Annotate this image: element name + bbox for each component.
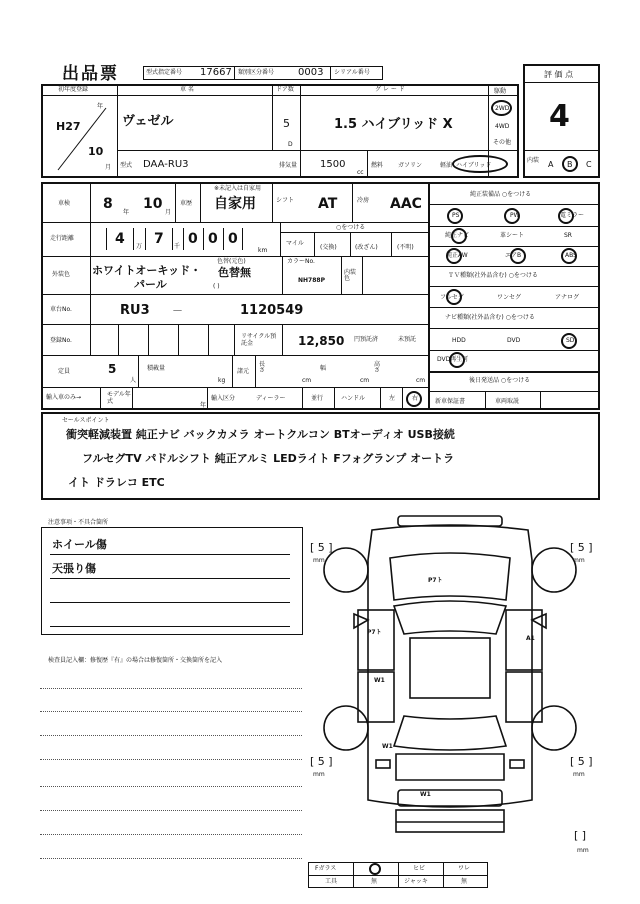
jack-value: 無 [461,878,468,885]
interior-grade-a: A [548,160,554,169]
exterior-label: 外装色 [52,271,71,278]
option-aw: 純正AW [446,252,468,259]
mileage-km: km [258,247,268,254]
mark-rear-bumper: W1 [420,791,431,798]
history-label: 車歴 [180,200,193,207]
ac-label: 冷房 [357,197,370,204]
color-paren: ( ) [213,283,220,290]
inspector-label: 検査員記入欄：修復歴『有』の場合は修復箇所・交換箇所を記入 [48,657,223,664]
drive-4wd: 4WD [495,123,510,130]
aftermarket-warranty: 新車保証書 [435,398,466,405]
tv-analog: アナログ [555,294,580,301]
interior-grade-c: C [586,160,592,169]
tools-value: 無 [371,878,378,885]
load-label: 積載量 [147,365,166,372]
tire-spare: [ ] [574,829,587,842]
color-change-value: 色替無 [218,266,251,279]
drive-2wd: 2WD [495,105,510,112]
tire-fr-mm: mm [573,557,585,564]
tv-oneseg: ワンセグ [497,294,522,301]
tools-label: 工具 [325,878,338,885]
dims-label: 諸元 [237,368,250,375]
fuel-label: 燃料 [371,162,384,169]
option-mirror: 電ミラー [560,212,585,219]
option-ps: PS [452,212,460,219]
first-reg-nen: 年 [97,103,104,110]
chassis-prefix: RU3 [120,303,150,318]
recycle-status-none: 未預託 [398,336,417,343]
tire-rr-mm: mm [573,771,585,778]
genuine-header: 純正装備品 ○をつける [470,191,532,198]
shift-value: AT [318,196,338,212]
sales-line-3: イト ドラレコ ETC [68,476,165,489]
load-kg: kg [218,377,226,384]
width-cm: cm [360,377,370,384]
history-note: ※未記入は自家用 [214,185,262,192]
mileage-digit-2: 7 [154,231,164,247]
tv-fullseg: フルセグ [440,294,464,301]
color-no-value: NH788P [298,277,325,284]
glass-label: Fガラス [315,865,337,872]
mile-label: マイル [286,240,304,247]
doors-sub: D [288,141,293,148]
aftermarket-header: 後日発送品 ○をつける [469,377,531,384]
navi-dvd: DVD [507,337,521,344]
navi-hdd: HDD [452,337,466,344]
shift-label: シフト [276,197,295,204]
option-pw: PW [510,212,520,219]
drive-label: 駆動 [494,88,507,95]
maru-label: ○をつける [336,224,366,231]
color-change-label: 色替(元色) [217,258,246,265]
import-nen: 年 [200,402,207,409]
ac-value: AAC [390,196,422,212]
drive-other: その他 [493,139,512,146]
first-reg-label: 初年度登録 [58,86,89,93]
inspection-tsuki: 月 [165,209,172,216]
exterior-value-1: ホワイトオーキッド・ [92,264,202,277]
recycle-value: 12,850 [298,334,345,348]
import-dealer: ディーラー [256,395,286,402]
recycle-status-deposited: 円預託済 [354,336,379,343]
capacity-label: 定員 [58,368,71,375]
mileage-sen: 千 [174,243,181,250]
length-label: 長さ [259,361,266,374]
model-value: DAA-RU3 [143,159,189,170]
displacement-value: 1500 [320,159,346,170]
katashiki-label: 型式指定番号 [146,69,183,76]
sales-line-2: フルセグTV パドルシフト 純正アルミ LEDライト Fフォグランプ オートラ [82,452,455,465]
first-reg-month: 10 [88,145,104,158]
doors-value: 5 [283,117,290,130]
option-sr: SR [564,232,572,239]
jack-label: ジャッキ [404,878,428,885]
reg-label: 登録No. [50,337,72,344]
ruibetsu-value: 0003 [298,67,324,78]
glass-crack-label: ヒビ [413,865,426,872]
tire-fl: [ 5 ] [310,541,333,554]
capacity-nin: 人 [130,377,137,384]
meter-swap: (交換) [320,244,337,251]
mark-left-rear-fender: W1 [382,743,393,750]
first-reg-tsuki: 月 [105,164,112,171]
meter-tamper: (改ざん) [355,244,378,251]
first-reg-era: H27 [56,120,81,133]
height-cm: cm [416,377,426,384]
katashiki-value: 17667 [200,67,232,78]
mileage-digit-3: 0 [188,231,198,247]
glass-circle [369,863,381,875]
sales-line-1: 衝突軽減装置 純正ナビ バックカメラ オートクルコン BTオーディオ USB接続 [66,428,455,441]
model-year-label: モデル年式 [107,391,131,405]
width-label: 幅 [320,365,327,372]
tire-rr: [ 5 ] [570,755,593,768]
option-leather: 革シート [500,232,525,239]
mileage-digit-4: 0 [208,231,218,247]
inspection-label: 車検 [58,200,71,207]
mark-hood: P7ト [428,577,443,584]
model-label: 型式 [120,162,133,169]
inspection-year: 8 [103,196,113,212]
glass-break-label: ワレ [458,865,471,872]
import-cat-label: 輸入区分 [211,395,236,402]
interior-color-label: 内装色 [344,269,357,282]
inspection-month: 10 [143,196,163,212]
tire-rl-mm: mm [313,771,325,778]
mark-right-front-door: A1 [526,635,535,642]
interior-grade-b: B [567,160,573,169]
import-parallel: 並行 [311,395,324,402]
doors-label: ドア数 [276,86,294,93]
handle-label: ハンドル [341,395,366,402]
mark-left-front-door: P7ト [367,629,382,636]
height-label: 高さ [374,361,381,374]
drive-2wd-circle [491,100,512,116]
sales-label: セールスポイント [62,417,110,424]
ruibetsu-label: 類別区分番号 [238,69,275,76]
mileage-digit-5: 0 [228,231,238,247]
chassis-number: 1120549 [240,303,304,318]
history-value: 自家用 [214,196,256,212]
handle-right-circle [406,391,422,407]
mark-left-rear-door: W1 [374,677,385,684]
name-label: 車 名 [180,86,194,93]
color-no-label: カラーNo. [287,258,315,265]
displacement-label: 排気量 [279,162,298,169]
fuel-hybrid: ハイブリッド [456,162,492,169]
tire-fr: [ 5 ] [570,541,593,554]
car-diagram [300,510,600,840]
navi-header: ナビ種類(社外品含む) ○をつける [445,314,535,321]
name-value: ヴェゼル [122,114,174,129]
interior-b-circle [562,156,578,172]
handle-right: 右 [412,395,419,402]
recycle-label: リサイクル預託金 [241,333,277,348]
notes-label: 注意事項・不具合箇所 [48,519,109,526]
meter-unknown: (不明) [397,244,414,251]
exterior-value-2: パール [134,278,167,291]
grade-value: 1.5 ハイブリッド X [334,117,453,132]
page-title: 出品票 [62,64,119,84]
grade-label: グ レ ー ド [375,86,405,93]
fuel-diesel: 軽油 [440,162,453,169]
option-abs: ABS [565,252,577,259]
handle-left: 左 [389,395,396,402]
cc-unit: cc [357,169,364,176]
inspection-nen: 年 [123,209,130,216]
tv-header: ＴＶ種類(社外品含む) ○をつける [448,272,538,279]
interior-grade-label: 内装 [527,157,540,164]
score-label: 評 価 点 [544,70,574,79]
fuel-hybrid-circle [452,155,508,173]
notes-item-2: 天張り傷 [52,562,96,575]
tire-spare-mm: mm [577,847,589,854]
import-label: 輸入車のみ→ [46,394,82,401]
capacity-value: 5 [108,362,117,376]
score-value: 4 [549,99,570,134]
navi-sd: SD [566,337,575,344]
option-airbag: エアB [505,252,522,259]
dvd-play: DVD再生可 [437,356,469,363]
chassis-label: 車台No. [50,306,72,313]
fuel-gasoline: ガソリン [398,162,423,169]
chassis-dash: － [172,304,183,317]
option-navi: 純正ナビ [445,232,470,239]
mileage-label: 走行距離 [50,235,75,242]
tire-rl: [ 5 ] [310,755,333,768]
mileage-man: 万 [136,243,143,250]
serial-label: シリアル番号 [334,69,370,76]
length-cm: cm [302,377,312,384]
tire-fl-mm: mm [313,557,325,564]
notes-item-1: ホイール傷 [52,538,107,551]
aftermarket-manual: 車両取説 [495,398,520,405]
mileage-digit-1: 4 [115,231,125,247]
